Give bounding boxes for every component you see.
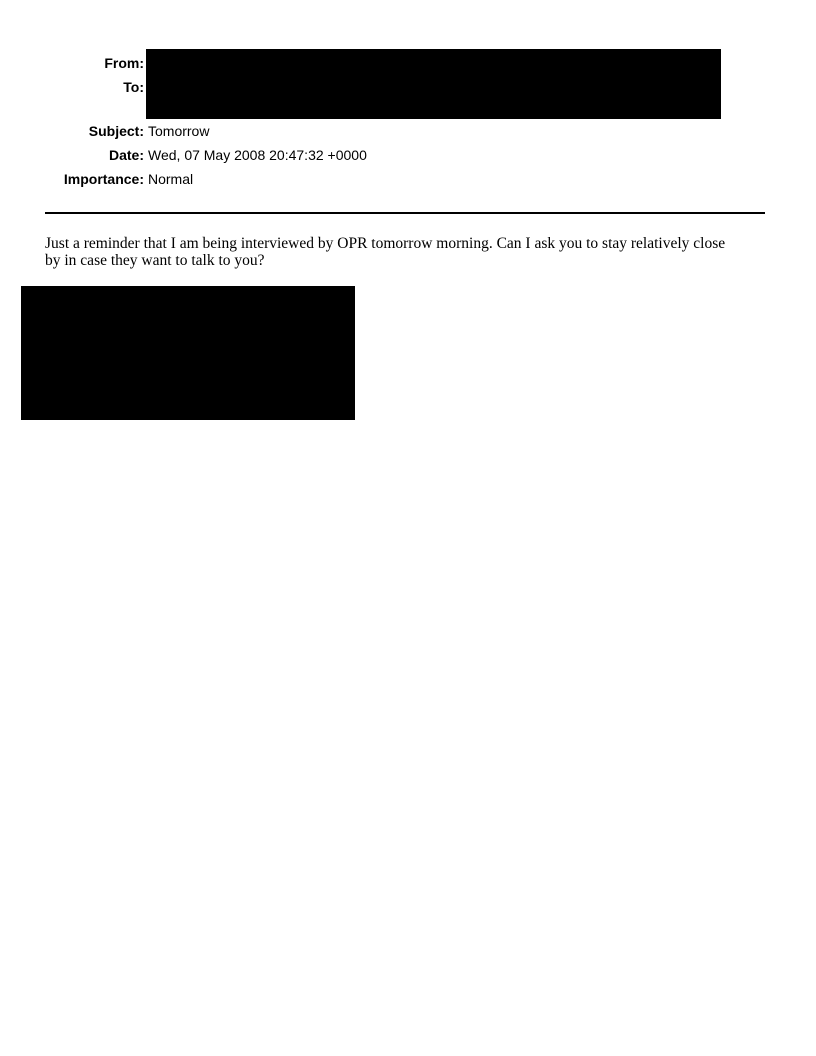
importance-label: Importance: [63, 171, 144, 187]
to-label: To: [123, 79, 144, 95]
subject-label: Subject: [88, 123, 144, 139]
from-label: From: [104, 55, 144, 71]
header-divider [45, 212, 765, 214]
subject-value: Tomorrow [148, 123, 210, 139]
email-body: Just a reminder that I am being interviewed by OPR tomorrow morning. Can I ask you to stay relatively close by in case they want to talk to you? [45, 235, 726, 269]
date-value: Wed, 07 May 2008 20:47:32 +0000 [148, 147, 367, 163]
date-label: Date: [108, 147, 144, 163]
header-redaction-block [146, 49, 721, 119]
importance-value: Normal [148, 171, 194, 187]
signature-redaction-block [21, 286, 355, 420]
